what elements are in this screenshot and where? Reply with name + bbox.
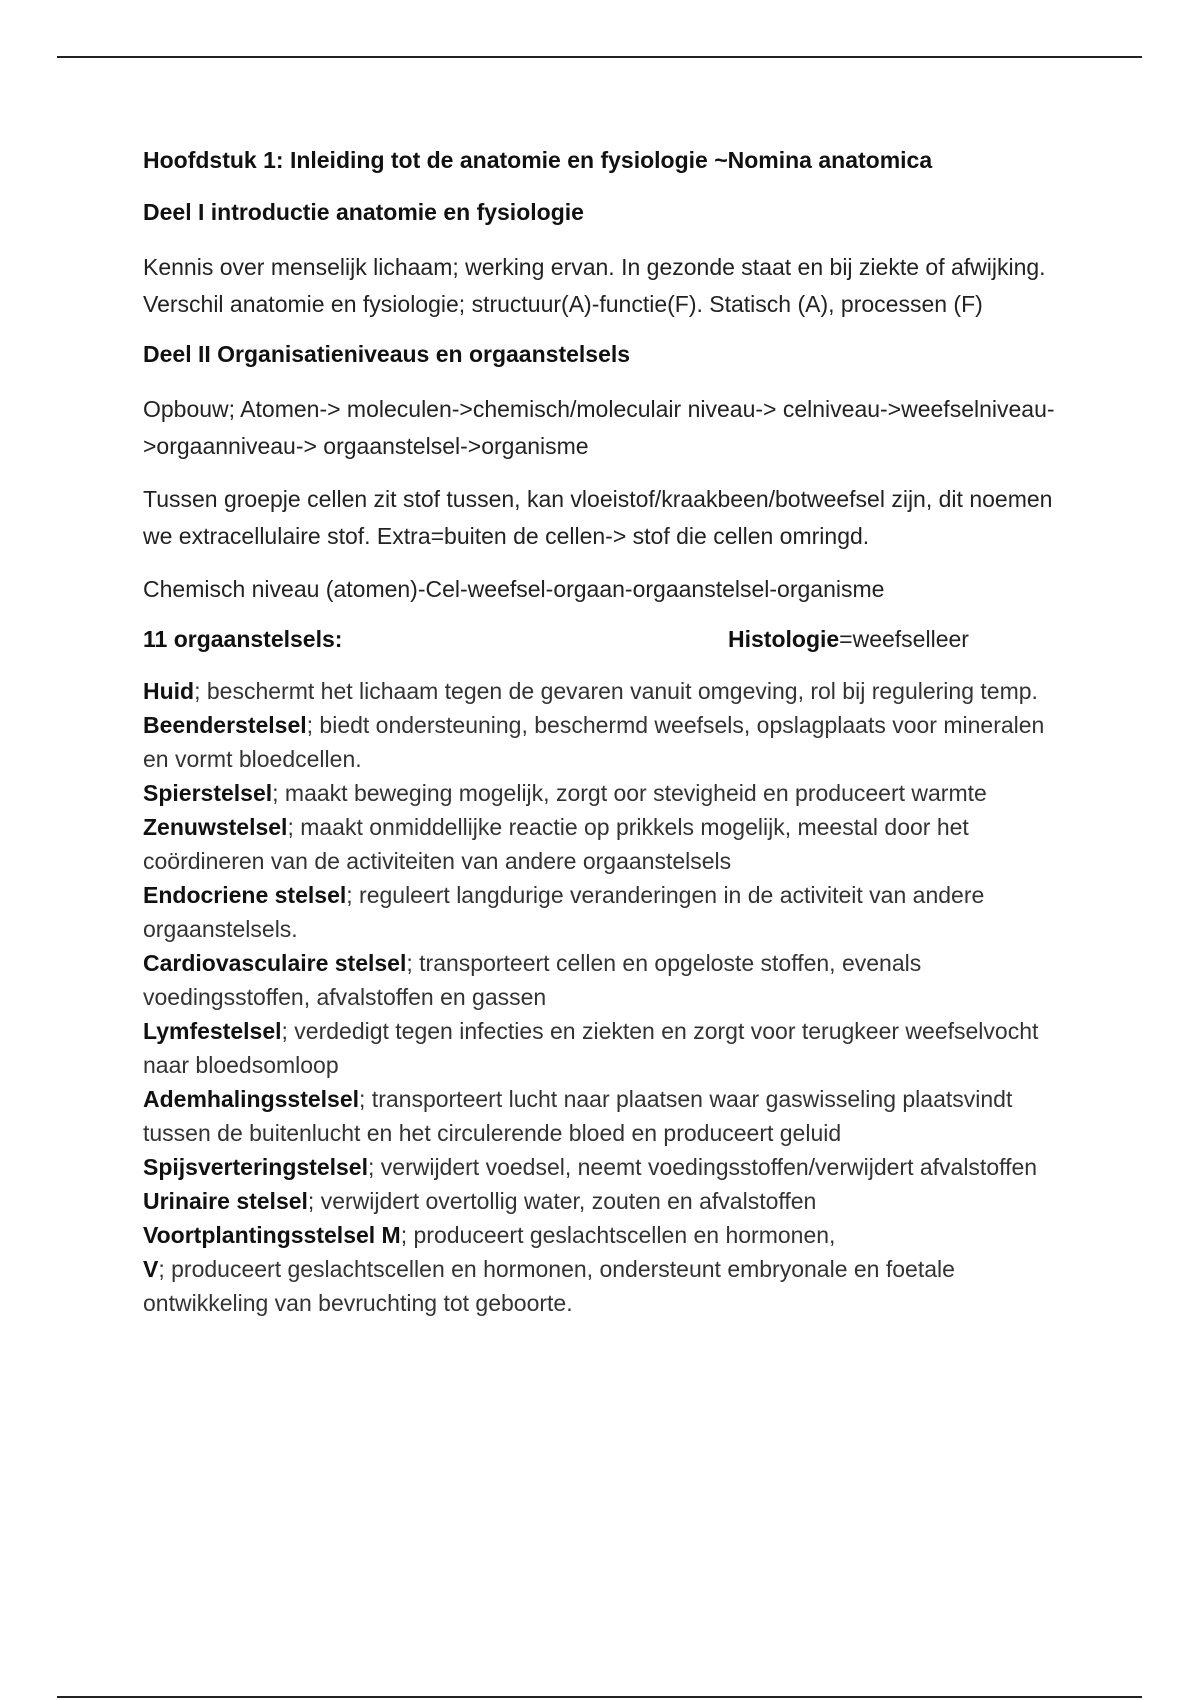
document-page xyxy=(143,145,1063,1320)
list-item xyxy=(143,946,1063,1014)
list-item xyxy=(143,674,1063,708)
system-term: Ademhalingsstelsel xyxy=(143,1086,360,1112)
section-2-paragraph-levels: Chemisch niveau (atomen)-Cel-weefsel-orgaan-orgaanstelsel-organisme xyxy=(143,576,885,602)
system-desc: ; produceert geslachtscellen en hormonen, ondersteunt embryonale en foetale ontwikkeling van bevruchting tot geboorte. xyxy=(143,1256,955,1316)
list-item xyxy=(143,708,1063,776)
system-desc: ; maakt onmiddellijke reactie op prikkels mogelijk, meestal door het coördineren van de activiteiten van andere orgaanstelsels xyxy=(143,814,969,874)
system-term: Cardiovasculaire stelsel xyxy=(143,950,407,976)
list-item xyxy=(143,1082,1063,1150)
system-desc: ; beschermt het lichaam tegen de gevaren vanuit omgeving, rol bij regulering temp. xyxy=(194,678,1038,704)
system-term: Lymfestelsel xyxy=(143,1018,282,1044)
system-desc: ; maakt beweging mogelijk, zorgt oor stevigheid en produceert warmte xyxy=(272,780,987,806)
system-term: Urinaire stelsel xyxy=(143,1188,308,1214)
system-term: Voortplantingsstelsel M xyxy=(143,1222,401,1248)
system-term: Zenuwstelsel xyxy=(143,814,288,840)
section-2-heading: Deel II Organisatieniveaus en orgaanstelsels xyxy=(143,341,631,367)
organ-systems-list xyxy=(143,674,1063,1320)
system-term: Endocriene stelsel xyxy=(143,882,347,908)
systems-count-label: 11 orgaanstelsels: xyxy=(143,626,343,652)
list-item xyxy=(143,810,1063,878)
header-rule xyxy=(57,56,1142,58)
histology-definition xyxy=(728,624,969,654)
system-desc: ; biedt ondersteuning, beschermd weefsels, opslagplaats voor mineralen en vormt bloedcellen. xyxy=(143,712,1045,772)
histology-term: Histologie xyxy=(728,626,840,652)
overview-row xyxy=(143,624,1063,658)
system-desc: ; reguleert langdurige veranderingen in de activiteit van andere orgaanstelsels. xyxy=(143,882,985,942)
chapter-title: Hoofdstuk 1: Inleiding tot de anatomie en fysiologie ~Nomina anatomica xyxy=(143,147,933,173)
system-desc: ; transporteert lucht naar plaatsen waar gaswisseling plaatsvindt tussen de buitenlucht en het circulerende bloed en produceert geluid xyxy=(143,1086,1013,1146)
footer-rule xyxy=(57,1696,1142,1698)
section-2-paragraph-structure: Opbouw; Atomen-> moleculen->chemisch/moleculair niveau-> celniveau->weefselniveau->orgaanniveau-> orgaanstelsel->organisme xyxy=(143,396,1055,459)
list-item xyxy=(143,1014,1063,1082)
system-desc: ; verwijdert overtollig water, zouten en afvalstoffen xyxy=(307,1188,817,1214)
system-term: V xyxy=(143,1256,159,1282)
section-1-heading: Deel I introductie anatomie en fysiologie xyxy=(143,199,584,225)
system-desc: ; verwijdert voedsel, neemt voedingsstoffen/verwijdert afvalstoffen xyxy=(368,1154,1038,1180)
system-desc: ; produceert geslachtscellen en hormonen, xyxy=(400,1222,836,1248)
list-item xyxy=(143,1218,1063,1252)
list-item xyxy=(143,1150,1063,1184)
list-item xyxy=(143,776,1063,810)
system-desc: ; verdedigt tegen infecties en ziekten en zorgt voor terugkeer weefselvocht naar bloedsomloop xyxy=(143,1018,1039,1078)
system-term: Beenderstelsel xyxy=(143,712,307,738)
system-desc: ; transporteert cellen en opgeloste stoffen, evenals voedingsstoffen, afvalstoffen en gassen xyxy=(143,950,922,1010)
list-item xyxy=(143,1252,1063,1320)
system-term: Spierstelsel xyxy=(143,780,273,806)
histology-def: =weefselleer xyxy=(839,626,969,652)
section-2-paragraph-extracellular: Tussen groepje cellen zit stof tussen, kan vloeistof/kraakbeen/botweefsel zijn, dit noemen we extracellulaire stof. Extra=buiten de cellen-> stof die cellen omringd. xyxy=(143,486,1053,549)
system-term: Spijsverteringstelsel xyxy=(143,1154,368,1180)
section-1-text: Kennis over menselijk lichaam; werking ervan. In gezonde staat en bij ziekte of afwijking. Verschil anatomie en fysiologie; structuur(A)-functie(F). Statisch (A), processen (F) xyxy=(143,254,1046,317)
list-item xyxy=(143,1184,1063,1218)
list-item xyxy=(143,878,1063,946)
system-term: Huid xyxy=(143,678,195,704)
